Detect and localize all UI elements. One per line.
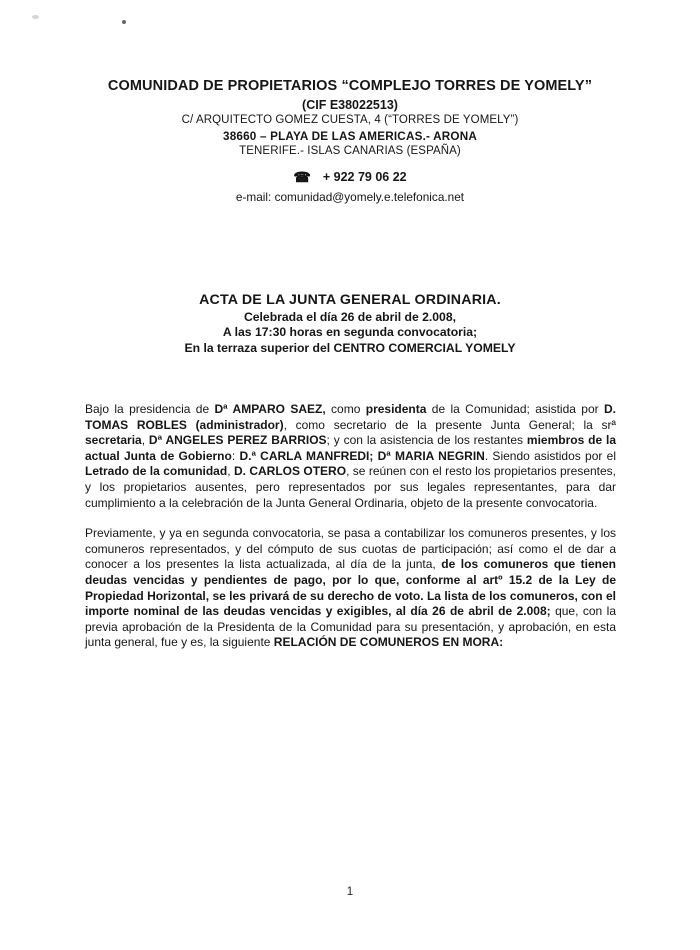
page-number: 1: [346, 886, 354, 898]
address-line-3: TENERIFE.- ISLAS CANARIAS (ESPAÑA): [239, 145, 461, 158]
debtors-paragraph: Previamente, y ya en segunda convocatoria, se pasa a contabilizar los comuneros presentes, y los comuneros representados, y del cómputo de sus cuotas de participación; así como el de dar a conocer a los presentes la lista actualizada, al día de la junta, de los comuneros que tienen deudas vencidas y pendientes de pago, por lo que, conforme al artº 15.2 de la Ley de Propiedad Horizontal, se les privará de su derecho de voto. La lista de los comuneros, con el importe nominal de las deudas vencidas y exigibles, al día 26 de abril de 2.008; que, con la previa aprobación de la Presidenta de la Comunidad para su presentación, y aprobación, en esta junta general, fue y es, la siguiente RELACIÓN DE COMUNEROS EN MORA:: [85, 526, 617, 650]
address-line-2: 38660 – PLAYA DE LAS AMERICAS.- ARONA: [223, 129, 477, 143]
letterhead: [0, 78, 700, 204]
org-name: COMUNIDAD DE PROPIETARIOS “COMPLEJO TORRES DE YOMELY”: [107, 78, 593, 94]
scan-speck: [122, 20, 126, 24]
document-subtitle-place: En la terraza superior del CENTRO COMERCIAL YOMELY: [184, 341, 516, 356]
document-title: ACTA DE LA JUNTA GENERAL ORDINARIA.: [199, 292, 501, 308]
telephone-icon: ☎: [293, 168, 311, 185]
org-cif: (CIF E38022513): [302, 97, 398, 112]
phone-number: + 922 79 06 22: [322, 169, 407, 184]
body-paragraphs: [85, 402, 616, 651]
title-block: [0, 293, 700, 354]
phone-line: [0, 169, 700, 185]
attendance-paragraph: Bajo la presidencia de Dª AMPARO SAEZ, como presidenta de la Comunidad; asistida por D. TOMAS ROBLES (administrador), como secretario de la presente Junta General; la srª secretaria, Dª ANGELES PEREZ BARRIOS; y con la asistencia de los restantes miembros de la actual Junta de Gobierno: D.ª CARLA MANFREDI; Dª MARIA NEGRIN. Siendo asistidos por el Letrado de la comunidad, D. CARLOS OTERO, se reúnen con el resto los propietarios presentes, y los propietarios ausentes, pero representados por sus legales representantes, para dar cumplimiento a la celebración de la Junta General Ordinaria, objeto de la presente convocatoria.: [85, 402, 617, 510]
scan-speck: [32, 15, 39, 19]
address-line-1: C/ ARQUITECTO GOMEZ CUESTA, 4 (“TORRES DE YOMELY”): [181, 114, 519, 127]
document-subtitle-time: A las 17:30 horas en segunda convocatoria;: [222, 325, 478, 340]
document-subtitle-date: Celebrada el día 26 de abril de 2.008,: [243, 309, 457, 324]
email-line: e-mail: comunidad@yomely.e.telefonica.net: [235, 189, 465, 204]
